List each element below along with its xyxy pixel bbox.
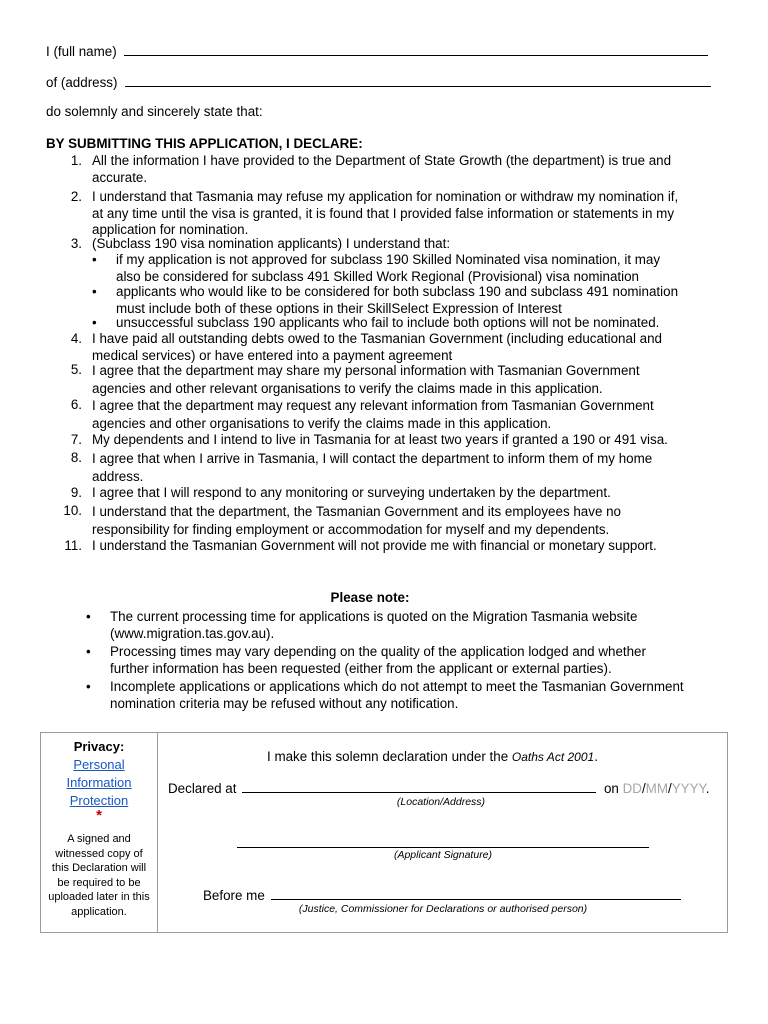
- bullet-icon: •: [92, 252, 97, 267]
- before-me-row: [203, 887, 681, 903]
- item-line: I understand the Tasmanian Government will not provide me with financial or monetary support.: [92, 538, 657, 553]
- declaration-item: [92, 503, 732, 538]
- item-line: application for nomination.: [92, 222, 249, 237]
- item-number: 7.: [70, 432, 82, 447]
- sub-bullet-item: [116, 284, 726, 317]
- date-separator: /: [641, 781, 646, 796]
- item-number: 11.: [64, 538, 82, 553]
- item-number: 9.: [70, 485, 82, 500]
- item-line: agencies and other relevant organisations to verify the claims made in this application.: [92, 380, 603, 396]
- note-item: [110, 678, 730, 713]
- privacy-link[interactable]: Protection: [69, 793, 129, 808]
- declaration-item: [92, 397, 732, 432]
- full-name-row: [46, 43, 708, 59]
- item-line: I agree that the department may request any relevant information from Tasmanian Government: [92, 398, 654, 413]
- date-separator: /: [667, 781, 672, 796]
- note-line: Incomplete applications or applications which do not attempt to meet the Tasmanian Government: [110, 679, 684, 694]
- declaration-item: [92, 153, 732, 186]
- privacy-note: A signed and witnessed copy of this Declaration will be required to be uploaded later in this application.: [48, 833, 150, 918]
- bullet-icon: •: [86, 609, 91, 624]
- declared-at-label: Declared at: [168, 781, 237, 796]
- item-line: I agree that I will respond to any monitoring or surveying undertaken by the department.: [92, 485, 611, 500]
- date-yyyy[interactable]: YYYY: [671, 781, 706, 796]
- sub-bullet-line: unsuccessful subclass 190 applicants who fail to include both options will not be nominated.: [116, 315, 660, 330]
- item-line: My dependents and I intend to live in Tasmania for at least two years if granted a 190 or 491 visa.: [92, 432, 668, 447]
- item-line: responsibility for finding employment or accommodation for myself and my dependents.: [92, 521, 610, 537]
- declaration-item: [92, 362, 732, 397]
- full-name-field[interactable]: [124, 43, 708, 56]
- bullet-icon: •: [86, 644, 91, 659]
- sub-bullet-item: [116, 252, 726, 285]
- date-dd[interactable]: DD: [622, 781, 642, 796]
- witness-field[interactable]: [271, 887, 681, 900]
- statement-period: .: [594, 749, 598, 764]
- bullet-icon: •: [92, 284, 97, 299]
- item-line: I agree that when I arrive in Tasmania, I will contact the department to inform them of my home: [92, 451, 653, 466]
- privacy-cell: [41, 733, 158, 932]
- sub-bullet-line: applicants who would like to be considered for both subclass 190 and subclass 491 nomination: [116, 284, 679, 299]
- item-number: 4.: [70, 331, 82, 346]
- privacy-title: Privacy:: [73, 739, 125, 754]
- item-number: 1.: [70, 153, 82, 168]
- item-line: I have paid all outstanding debts owed to the Tasmanian Government (including educational and: [92, 331, 662, 346]
- privacy-link[interactable]: Personal: [73, 757, 125, 772]
- item-number: 8.: [70, 450, 82, 465]
- bullet-icon: •: [86, 679, 91, 694]
- declaration-item: [92, 450, 732, 485]
- before-me-label: Before me: [203, 888, 265, 903]
- location-field[interactable]: [242, 780, 596, 793]
- date-period: .: [705, 781, 710, 796]
- declare-heading: BY SUBMITTING THIS APPLICATION, I DECLARE:: [46, 136, 363, 151]
- item-line: I agree that the department may share my personal information with Tasmanian Government: [92, 363, 640, 378]
- note-item: [110, 608, 730, 643]
- oaths-act: Oaths Act 2001: [511, 750, 595, 764]
- solemn-text: I make this solemn declaration under the: [267, 749, 509, 764]
- declaration-item: [92, 432, 732, 449]
- item-line: (Subclass 190 visa nomination applicants) I understand that:: [92, 236, 451, 251]
- sub-bullet-line: must include both of these options in their SkillSelect Expression of Interest: [116, 300, 562, 316]
- location-caption: (Location/Address): [396, 796, 486, 808]
- sub-bullet-line: if my application is not approved for subclass 190 Skilled Nominated visa nomination, it may: [116, 252, 661, 267]
- item-line: address.: [92, 468, 144, 484]
- signature-caption: (Applicant Signature): [393, 849, 493, 861]
- solemnly-text: do solemnly and sincerely state that:: [46, 104, 263, 119]
- item-line: medical services) or have entered into a payment agreement: [92, 347, 453, 363]
- declaration-table: [40, 732, 728, 933]
- item-number: 6.: [70, 397, 82, 412]
- item-line: All the information I have provided to the Department of State Growth (the department) is true and: [92, 153, 672, 168]
- required-asterisk: *: [96, 807, 102, 824]
- note-line: The current processing time for applications is quoted on the Migration Tasmania website: [110, 609, 638, 624]
- declaration-item: [92, 331, 732, 364]
- note-line: further information has been requested (either from the applicant or external parties).: [110, 661, 612, 677]
- sub-bullet-item: [116, 315, 726, 332]
- declaration-item: [92, 538, 732, 555]
- item-line: agencies and other organisations to verify the claims made in this application.: [92, 415, 552, 431]
- item-line: I understand that the department, the Tasmanian Government and its employees have no: [92, 504, 622, 519]
- privacy-link[interactable]: Information: [66, 775, 132, 790]
- address-label: of (address): [46, 75, 118, 90]
- item-number: 5.: [70, 362, 82, 377]
- bullet-icon: •: [92, 315, 97, 330]
- item-line: accurate.: [92, 169, 148, 185]
- address-row: [46, 74, 711, 90]
- sub-bullet-line: also be considered for subclass 491 Skilled Work Regional (Provisional) visa nomination: [116, 268, 639, 284]
- item-number: 10.: [63, 503, 82, 518]
- declaration-item: [92, 485, 732, 502]
- note-line: (www.migration.tas.gov.au).: [110, 626, 275, 642]
- item-number: 2.: [70, 189, 82, 204]
- note-line: Processing times may vary depending on the quality of the application lodged and whether: [110, 644, 646, 659]
- declaration-item: [92, 189, 732, 239]
- declaration-item: [92, 236, 732, 253]
- witness-caption: (Justice, Commissioner for Declarations or authorised person): [298, 903, 588, 915]
- full-name-label: I (full name): [46, 44, 117, 59]
- solemn-statement: [267, 749, 598, 764]
- signature-field[interactable]: [237, 847, 649, 848]
- item-line: I understand that Tasmania may refuse my application for nomination or withdraw my nomination if,: [92, 189, 679, 204]
- item-number: 3.: [70, 236, 82, 251]
- date-mm[interactable]: MM: [645, 781, 668, 796]
- item-line: at any time until the visa is granted, it is found that I provided false information or statements in my: [92, 205, 675, 221]
- declared-at-row: [168, 780, 709, 796]
- note-item: [110, 643, 730, 678]
- address-field[interactable]: [125, 74, 711, 87]
- note-line: nomination criteria may be refused without any notification.: [110, 696, 459, 712]
- on-label: on: [603, 781, 619, 796]
- note-heading: Please note:: [330, 590, 410, 605]
